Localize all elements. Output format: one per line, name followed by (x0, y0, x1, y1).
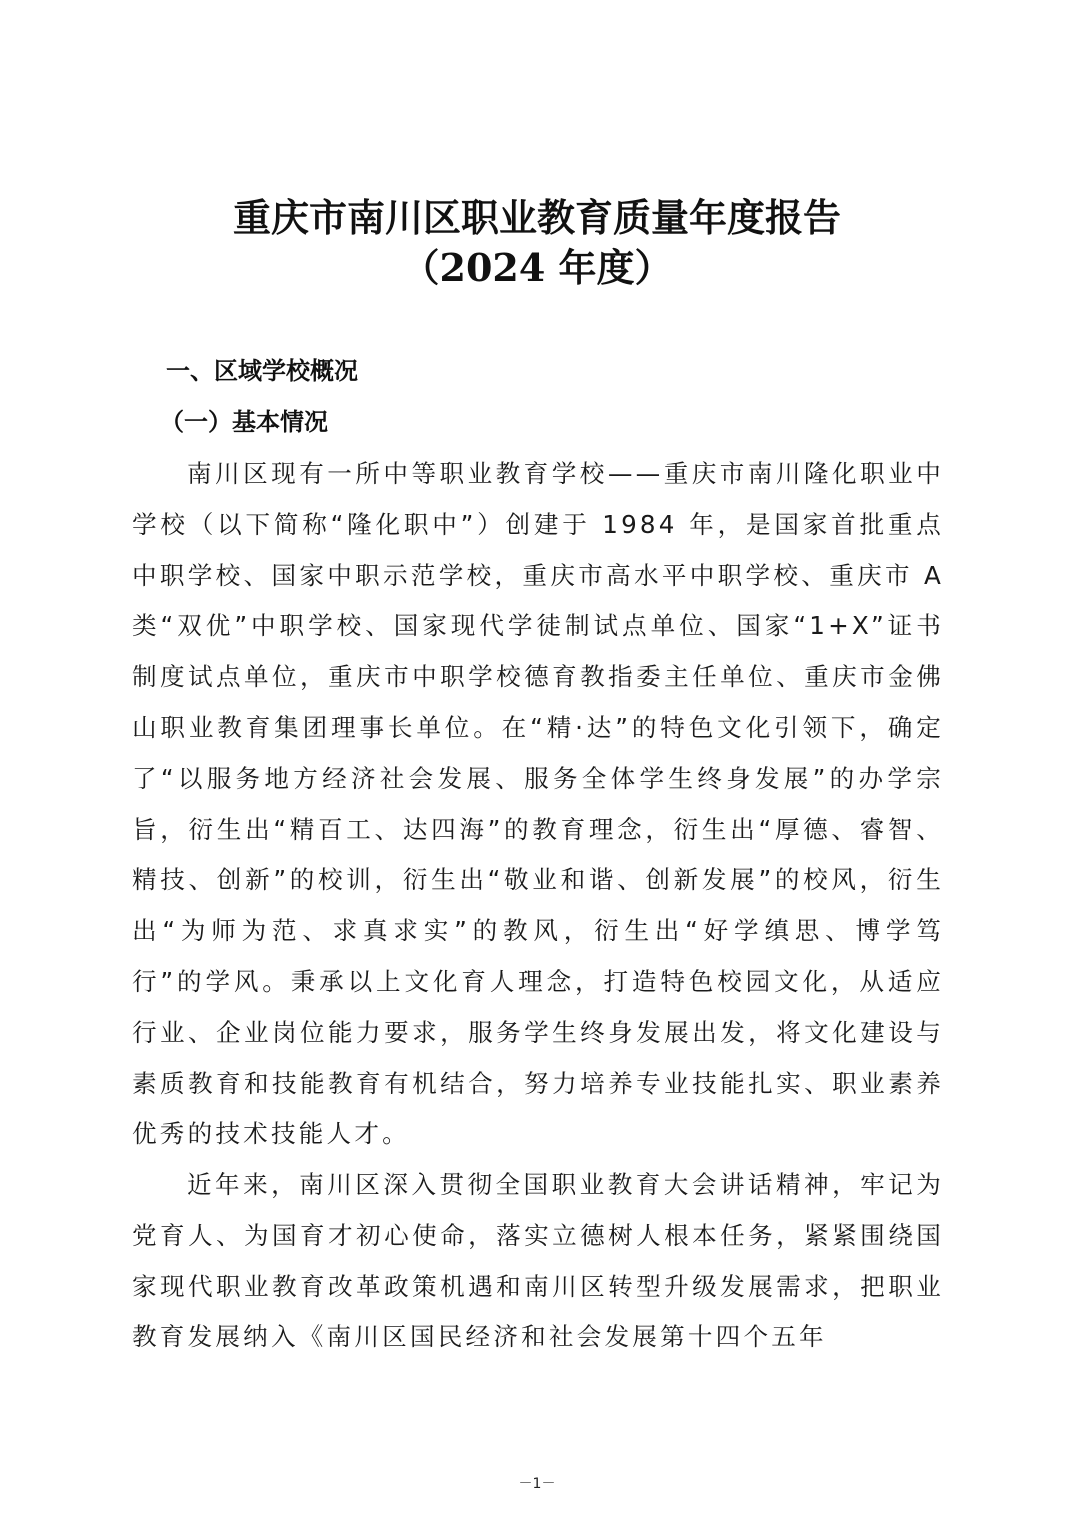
page-number: －1－ (518, 1476, 556, 1492)
section-heading: 一、区域学校概况 (166, 357, 358, 385)
document-title: 重庆市南川区职业教育质量年度报告 (232, 195, 841, 240)
document-subtitle: （2024 年度） (401, 245, 673, 290)
subsection-heading: （一）基本情况 (160, 407, 328, 436)
body-paragraph-1: 南川区现有一所中等职业教育学校——重庆市南川隆化职业中学校（以下简称“隆化职中”）创建于 1984 年，是国家首批重点中职学校、国家中职示范学校，重庆市高水平中职学校、重庆市 A 类“双优”中职学校、国家现代学徒制试点单位、国家“1+X”证书制度试点单位，重庆市中职学校德育教指委主任单位、重庆市金佛山职业教育集团理事长单位。在“精·达”的特色文化引领下，确定了“以服务地方经济社会发展、服务全体学生终身发展”的办学宗旨，衍生出“精百工、达四海”的教育理念，衍生出“厚德、睿智、精技、创新”的校训，衍生出“敬业和谐、创新发展”的校风，衍生出“为师为范、求真求实”的教风，衍生出“好学缜思、博学笃行”的学风。秉承以上文化育人理念，打造特色校园文化，从适应行业、企业岗位能力要求，服务学生终身发展出发，将文化建设与素质教育和技能教育有机结合，努力培养专业技能扎实、职业素养优秀的技术技能人才。 (132, 459, 944, 1149)
body-paragraph-2: 近年来，南川区深入贯彻全国职业教育大会讲话精神，牢记为党育人、为国育才初心使命，落实立德树人根本任务，紧紧围绕国家现代职业教育改革政策机遇和南川区转型升级发展需求，把职业教育发展纳入《南川区国民经济和社会发展第十四个五年 (132, 1170, 944, 1352)
